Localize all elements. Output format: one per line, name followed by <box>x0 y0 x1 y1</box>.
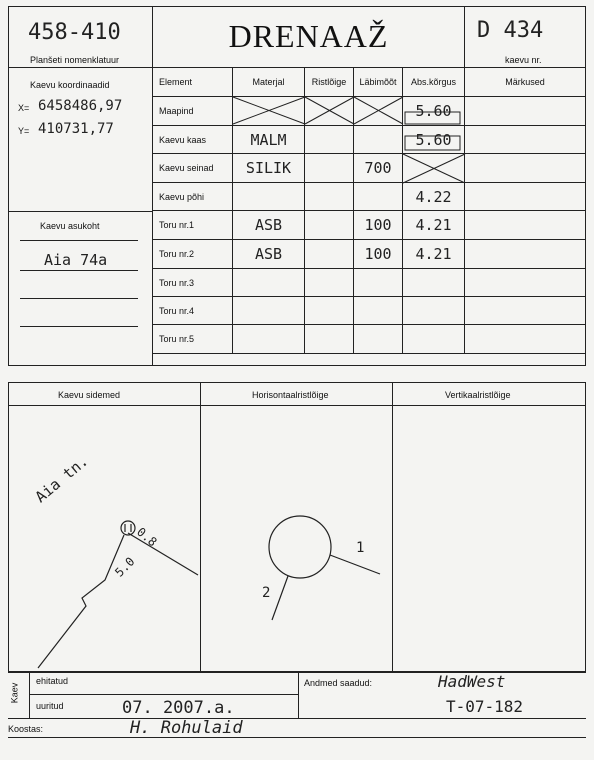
table-cell-elevation <box>403 154 465 183</box>
col-title-sidemed: Kaevu sidemed <box>58 390 121 400</box>
compiled-value: H. Rohulaid <box>130 718 243 738</box>
surveyed-value: 07. 2007.a. <box>122 698 235 718</box>
table-row-label: Toru nr.5 <box>153 325 233 354</box>
source-value-1: HadWest <box>438 672 506 691</box>
table-header-cell: Märkused <box>465 68 586 97</box>
table-header-cell: Materjal <box>233 68 305 97</box>
table-cell-remarks <box>465 183 586 211</box>
table-cell-section <box>305 297 354 325</box>
table-cell-elevation: 4.21 <box>403 240 465 269</box>
compiled-bottom-line <box>8 737 586 738</box>
pipe-2-label: 2 <box>262 585 271 601</box>
table-cell-diameter <box>354 297 403 325</box>
pipe-1-label: 1 <box>356 540 365 556</box>
table-cell-elevation <box>403 325 465 354</box>
table-cell-elevation <box>403 269 465 297</box>
table-cell-diameter <box>354 183 403 211</box>
coords-divider <box>8 211 153 212</box>
table-cell-material <box>233 297 305 325</box>
table-cell-elevation: 5.60 <box>403 126 465 154</box>
table-cell-diameter <box>354 97 403 126</box>
built-line <box>30 694 298 695</box>
location-line-2 <box>20 270 138 271</box>
table-cell-remarks <box>465 325 586 354</box>
table-cell-diameter: 100 <box>354 211 403 240</box>
table-cell-material <box>233 183 305 211</box>
table-cell-section <box>305 183 354 211</box>
table-cell-section <box>305 126 354 154</box>
y-coordinate: 410731,77 <box>38 121 114 137</box>
well-number-box <box>465 6 586 68</box>
table-cell-remarks <box>465 211 586 240</box>
title-box <box>153 6 465 68</box>
footer-col-divider <box>298 672 299 718</box>
table-cell-material: MALM <box>233 126 305 154</box>
kaev-side-label: Kaev <box>9 682 20 704</box>
table-header-cell: Abs.kõrgus <box>403 68 465 97</box>
nomenclature-box <box>8 6 153 68</box>
table-cell-section <box>305 240 354 269</box>
kaev-side-cell <box>8 672 30 718</box>
table-row-label: Kaevu kaas <box>153 126 233 154</box>
table-cell-elevation: 5.60 <box>403 97 465 126</box>
distance-a: 0.8 <box>134 524 160 550</box>
table-cell-material: ASB <box>233 211 305 240</box>
built-label: ehitatud <box>36 676 69 686</box>
source-label: Andmed saadud: <box>304 678 373 688</box>
table-cell-material <box>233 97 305 126</box>
table-cell-diameter: 100 <box>354 240 403 269</box>
surveyed-label: uuritud <box>36 701 64 711</box>
street-label: Aia tn. <box>31 451 92 507</box>
table-cell-material <box>233 269 305 297</box>
nomenclature-value: 458-410 <box>28 20 121 45</box>
table-cell-material: ASB <box>233 240 305 269</box>
nomenclature-label: Planšeti nomenklatuur <box>30 55 120 65</box>
well-number-label: kaevu nr. <box>505 55 542 65</box>
table-row-label: Toru nr.3 <box>153 269 233 297</box>
sketch-col-divider-2 <box>392 382 393 672</box>
location-value: Aia 74a <box>44 251 108 269</box>
page-title: DRENAAŽ <box>228 18 389 54</box>
table-cell-elevation: 4.21 <box>403 211 465 240</box>
compiled-top-line <box>8 718 586 719</box>
table-cell-remarks <box>465 154 586 183</box>
table-cell-material: SILIK <box>233 154 305 183</box>
sketch-col-divider-1 <box>200 382 201 672</box>
compiled-label: Koostas: <box>8 724 44 734</box>
table-cell-remarks <box>465 297 586 325</box>
table-cell-diameter: 700 <box>354 154 403 183</box>
table-cell-elevation <box>403 297 465 325</box>
sketch-box <box>8 382 586 672</box>
location-line-1 <box>20 240 138 241</box>
table-cell-section <box>305 97 354 126</box>
table-cell-elevation: 4.22 <box>403 183 465 211</box>
table-cell-section <box>305 154 354 183</box>
source-value-2: T-07-182 <box>446 697 524 716</box>
table-row-label: Kaevu seinad <box>153 154 233 183</box>
table-row-label: Toru nr.4 <box>153 297 233 325</box>
table-cell-section <box>305 211 354 240</box>
table-cell-diameter <box>354 325 403 354</box>
table-cell-diameter <box>354 126 403 154</box>
x-coordinate: 6458486,97 <box>38 98 123 114</box>
distance-b: 5.0 <box>112 554 138 580</box>
coords-label: Kaevu koordinaadid <box>30 80 110 90</box>
table-row-label: Maapind <box>153 97 233 126</box>
table-cell-section <box>305 269 354 297</box>
table-row-label: Kaevu põhi <box>153 183 233 211</box>
y-prefix: Y= <box>18 126 30 136</box>
table-row-label: Toru nr.1 <box>153 211 233 240</box>
x-prefix: X= <box>18 103 30 113</box>
location-label: Kaevu asukoht <box>40 221 100 231</box>
table-cell-remarks <box>465 97 586 126</box>
table-cell-remarks <box>465 269 586 297</box>
table-cell-remarks <box>465 126 586 154</box>
table-row-label: Toru nr.2 <box>153 240 233 269</box>
table-cell-diameter <box>354 269 403 297</box>
col-title-vertical: Vertikaalristlõige <box>445 390 511 400</box>
location-line-3 <box>20 298 138 299</box>
table-cell-section <box>305 325 354 354</box>
well-number-value: D 434 <box>477 18 544 43</box>
table-cell-material <box>233 325 305 354</box>
col-title-horizontal: Horisontaalristlõige <box>252 390 329 400</box>
table-header-cell: Element <box>153 68 233 97</box>
table-cell-remarks <box>465 240 586 269</box>
table-header-cell: Ristlõige <box>305 68 354 97</box>
location-line-4 <box>20 326 138 327</box>
table-header-cell: Läbimõõt <box>354 68 403 97</box>
